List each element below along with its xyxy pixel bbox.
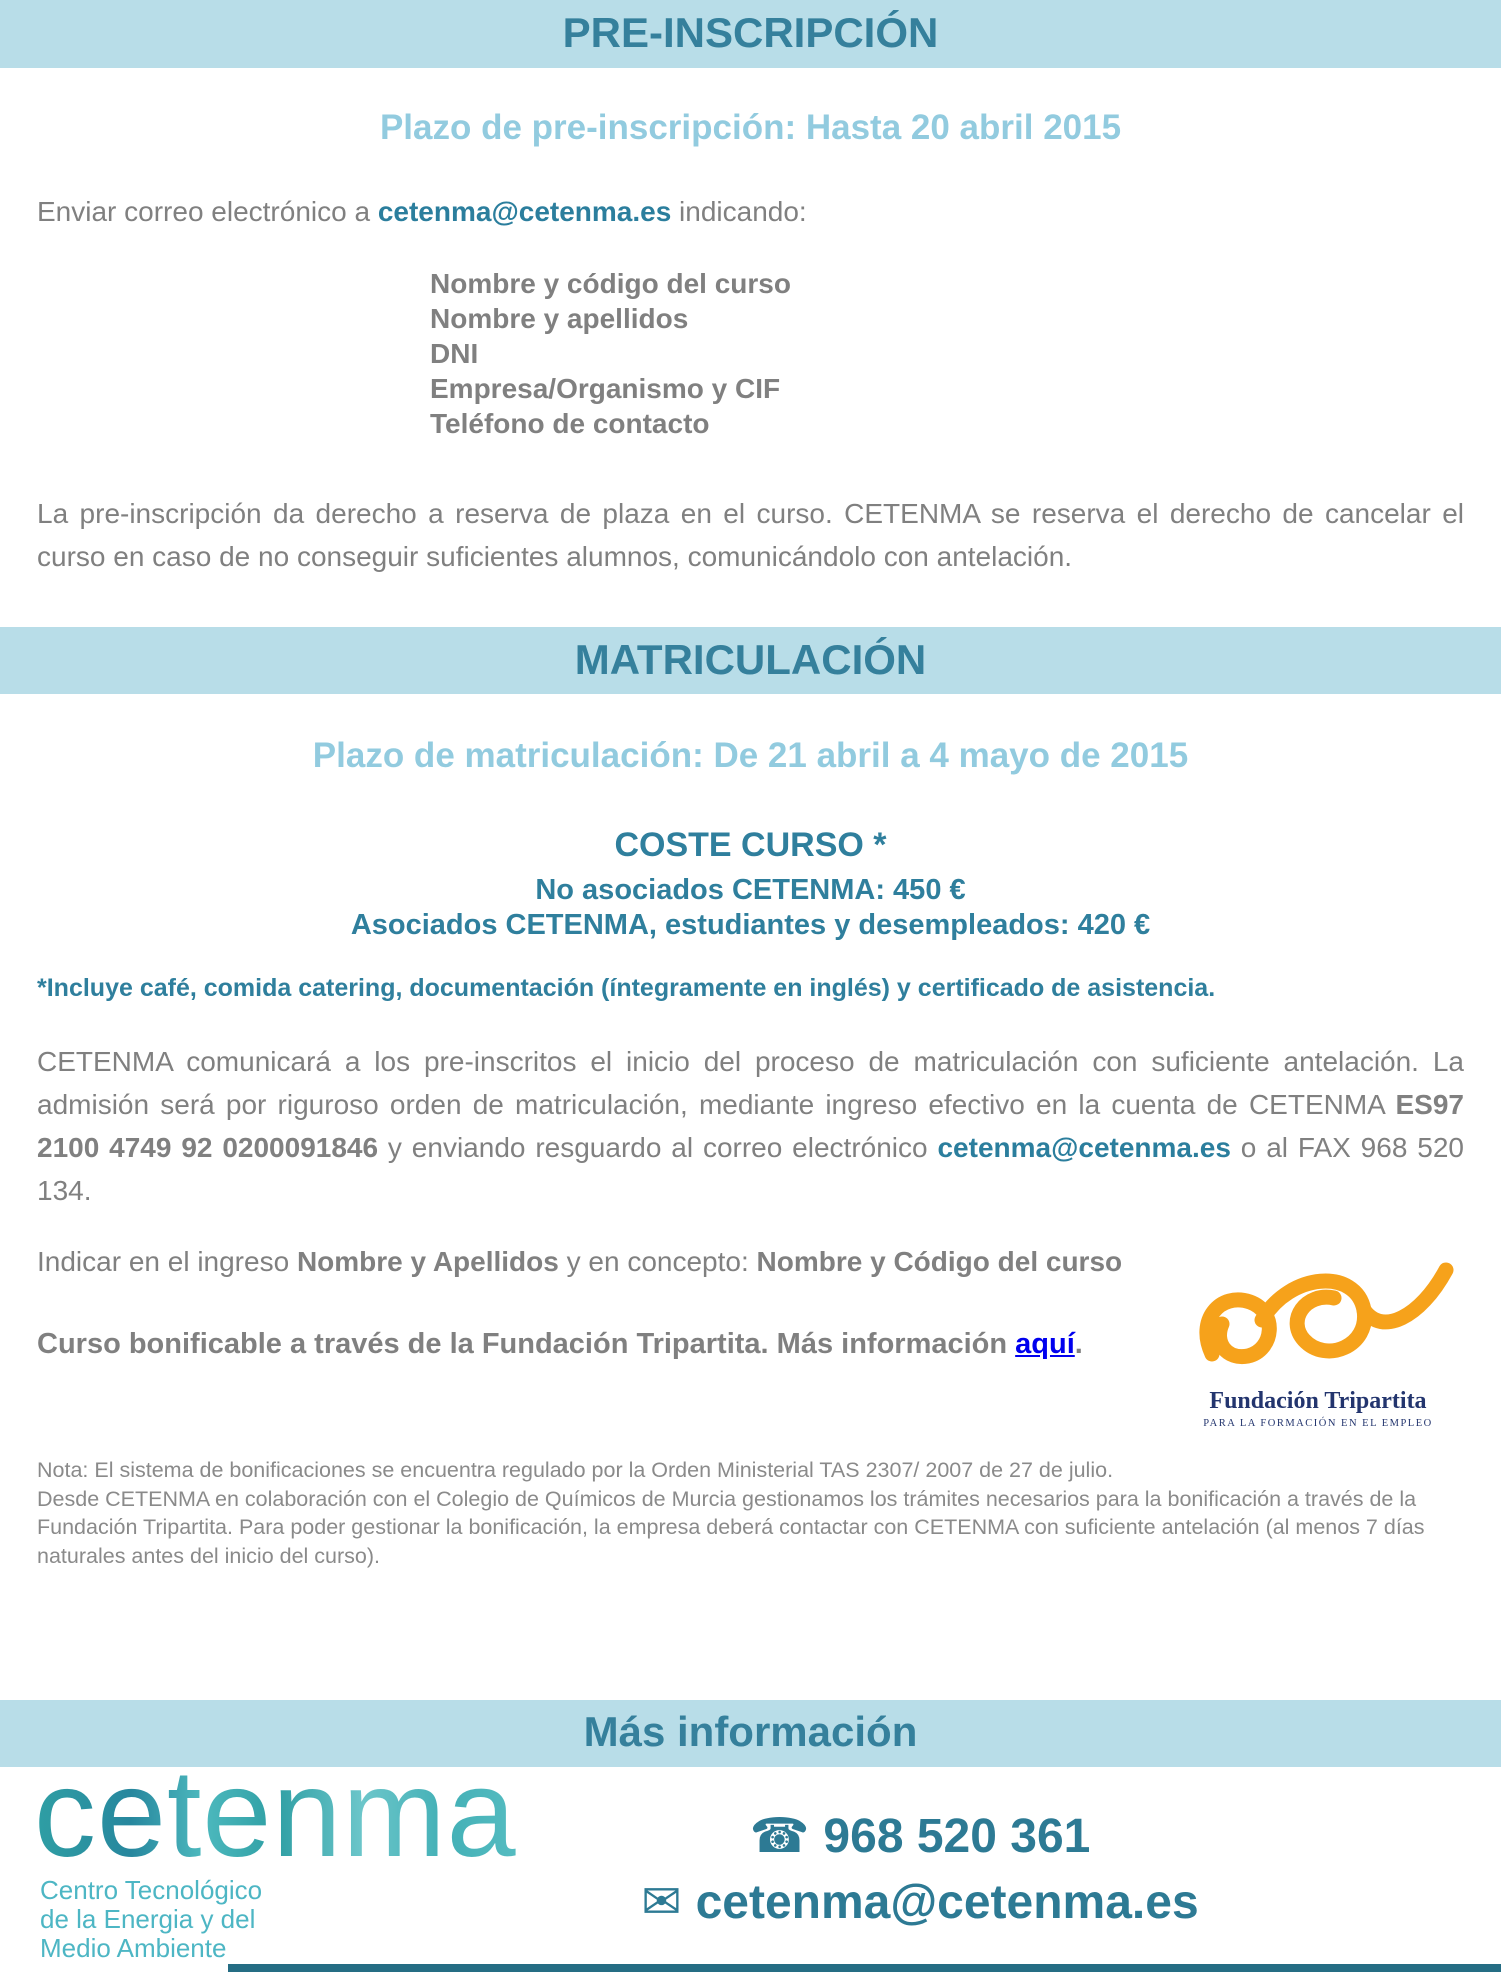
bonus-info-line — [37, 1328, 1083, 1361]
contact-phone-number: 968 520 361 — [823, 1810, 1091, 1863]
transfer-text-2: y en concepto: — [558, 1246, 757, 1277]
preinscripcion-email-link[interactable]: cetenma@cetenma.es — [377, 196, 672, 227]
bonus-text: Curso bonificable a través de la Fundación Tripartita. Más información — [37, 1328, 1016, 1360]
list-item-full-name: Nombre y apellidos — [430, 303, 689, 334]
more-info-link[interactable]: aquí — [1015, 1328, 1075, 1360]
regulation-note-line1: Nota: El sistema de bonificaciones se encuentra regulado por la Orden Ministerial TAS 2307/ 2007 de 27 de julio. — [37, 1458, 1114, 1482]
fundacion-tripartita-logo — [1168, 1258, 1468, 1429]
telephone-icon: ☎ — [749, 1810, 810, 1863]
tripartita-tagline: PARA LA FORMACIÓN EN EL EMPLEO — [1203, 1418, 1433, 1429]
bank-account-number: ES97 2100 4749 92 0200091846 — [37, 1089, 1464, 1163]
cetenma-tagline-line2: de la Energia y del — [40, 1904, 256, 1934]
email-instruction — [37, 196, 807, 228]
cetenma-tagline-line1: Centro Tecnológico — [40, 1875, 263, 1905]
preinscripcion-deadline: Plazo de pre-inscripción: Hasta 20 abril 2015 — [379, 108, 1122, 147]
cost-members: Asociados CETENMA, estudiantes y desempleados: 420 € — [350, 909, 1151, 941]
process-text-1: CETENMA comunicará a los pre-inscritos el inicio del proceso de matriculación con suficiente antelación. La admisión será por riguroso orden de matriculación, mediante ingreso efectivo en la cuenta de CETENMA — [37, 1046, 1464, 1120]
email-instruction-prefix: Enviar correo electrónico a — [37, 196, 378, 227]
regulation-note-line2: Desde CETENMA en colaboración con el Colegio de Químicos de Murcia gestionamos los trámites necesarios para la bonificación a través de la Fundación Tripartita. Para poder gestionar la bonificación, la empresa deberá contactar con CETENMA con suficiente antelación (al menos 7 días naturales antes del inicio del curso). — [37, 1486, 1425, 1568]
footer-accent-bar — [228, 1964, 1501, 1972]
contact-email-link[interactable]: cetenma@cetenma.es — [695, 1876, 1199, 1929]
cetenma-logo-tagline — [40, 1876, 262, 1963]
enrollment-process-paragraph — [37, 1040, 1464, 1212]
transfer-concept-label: Nombre y Código del curso — [756, 1246, 1123, 1277]
cetenma-tagline-line3: Medio Ambiente — [40, 1933, 227, 1963]
matriculacion-email-link[interactable]: cetenma@cetenma.es — [937, 1132, 1231, 1163]
process-text-3: o al FAX 968 520 134. — [37, 1132, 1464, 1206]
cost-includes-note: *Incluye café, comida catering, documentación (íntegramente en inglés) y certificado de asistencia. — [37, 974, 1216, 1002]
matriculacion-section-header: MATRICULACIÓN — [0, 627, 1501, 694]
contact-phone-row — [540, 1808, 1300, 1864]
reservation-note: La pre-inscripción da derecho a reserva de plaza en el curso. CETENMA se reserva el derecho de cancelar el curso en caso de no conseguir suficientes alumnos, comunicándolo con antelación. — [37, 498, 1464, 572]
preinscripcion-section-header: PRE-INSCRIPCIÓN — [0, 0, 1501, 68]
bonus-period: . — [1074, 1328, 1083, 1360]
tripartita-name: Fundación Tripartita — [1209, 1388, 1427, 1414]
transfer-text-1: Indicar en el ingreso — [37, 1246, 297, 1277]
email-instruction-suffix: indicando: — [671, 196, 807, 227]
list-item-company: Empresa/Organismo y CIF — [430, 373, 781, 404]
cost-title: COSTE CURSO * — [614, 826, 887, 864]
tripartita-swirl-icon — [1178, 1258, 1458, 1386]
mas-informacion-header: Más información — [0, 1700, 1501, 1767]
cetenma-logo: cetenma — [34, 1745, 517, 1883]
contact-email-row — [540, 1874, 1300, 1930]
transfer-instruction — [37, 1246, 1122, 1278]
list-item-course-name: Nombre y código del curso — [430, 268, 791, 299]
required-fields-list — [430, 266, 791, 441]
matriculacion-deadline: Plazo de matriculación: De 21 abril a 4 mayo de 2015 — [312, 736, 1189, 775]
envelope-icon: ✉ — [641, 1876, 682, 1929]
cost-nonmembers: No asociados CETENMA: 450 € — [535, 874, 966, 906]
transfer-name-label: Nombre y Apellidos — [296, 1246, 559, 1277]
process-text-2: y enviando resguardo al correo electrónico — [378, 1132, 938, 1163]
regulation-note — [37, 1456, 1464, 1570]
list-item-phone: Teléfono de contacto — [430, 408, 710, 439]
list-item-dni: DNI — [430, 338, 479, 369]
